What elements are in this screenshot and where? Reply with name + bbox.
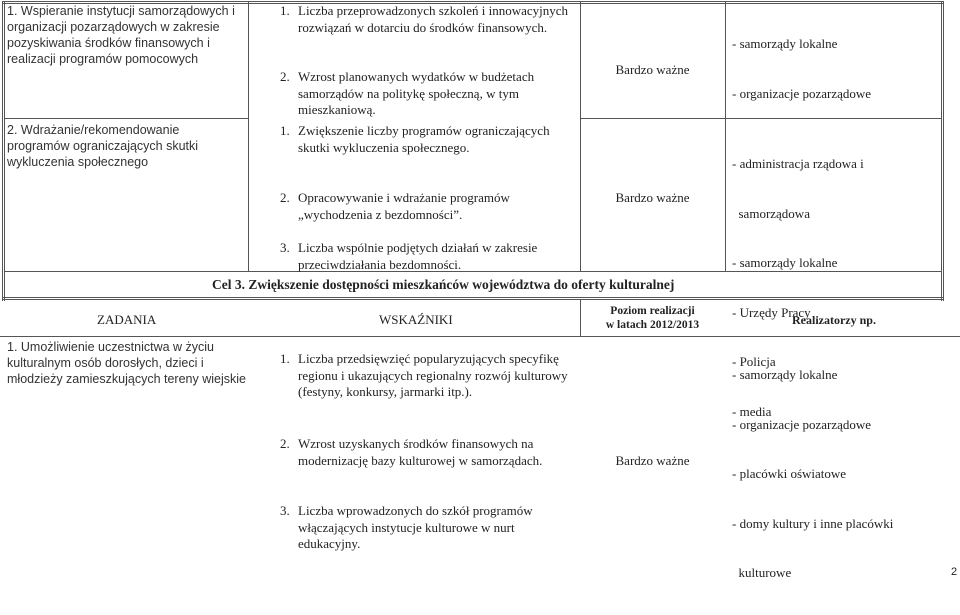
realizer-item: kulturowe (732, 565, 792, 580)
indicator-number: 3. (280, 503, 290, 518)
realizer-item: - domy kultury i inne placówki (732, 515, 894, 531)
level-1: Bardzo ważne (615, 62, 690, 77)
grid-line (4, 1, 5, 301)
indicator-b1 (280, 123, 575, 156)
grid-line (2, 1, 3, 301)
indicator-text: Liczba przedsięwzięć popularyzujących specyfikę regionu i ukazujących regionalny rozwój kulturowy (festyny, konkursy, jarmarki itp.). (298, 351, 568, 399)
grid-line (580, 1, 581, 271)
indicator-number: 1. (280, 3, 290, 18)
task-2-text: 2. Wdrażanie/rekomendowanie programów ograniczających skutki wykluczenia społecznego (7, 123, 199, 169)
realizer-item: samorządowa (732, 205, 810, 221)
indicator-number: 2. (280, 190, 290, 205)
grid-line (4, 118, 248, 119)
indicator-text: Wzrost planowanych wydatków w budżetach samorządów na politykę społeczną, w tym mieszkaniową. (298, 69, 535, 117)
indicator-c1 (280, 351, 570, 401)
indicator-c3 (280, 503, 575, 553)
task-2 (7, 122, 245, 170)
page-number: 2 (951, 566, 958, 578)
indicator-text: Wzrost uzyskanych środków finansowych na modernizację bazy kulturowej w samorządach. (298, 436, 543, 468)
indicator-text: Liczba wprowadzonych do szkół programów włączających instytucje kulturowe w nurt edukacyjny. (298, 503, 533, 551)
realizer-item: - organizacje pozarządowe (732, 85, 872, 101)
realizer-item: - samorządy lokalne (732, 255, 838, 270)
indicator-text: Liczba wspólnie podjętych działań w zakresie przeciwdziałania bezdomności. (298, 240, 538, 272)
header-level (580, 304, 725, 332)
realizer-item: - placówki oświatowe (732, 466, 847, 481)
grid-line (941, 1, 942, 301)
realizer-item: - administracja rządowa i (732, 156, 864, 171)
goal-title: Cel 3. Zwiększenie dostępności mieszkańców województwa do oferty kulturalnej (212, 277, 675, 292)
header-tasks: ZADANIA (97, 312, 157, 327)
indicator-text: Liczba przeprowadzonych szkoleń i innowacyjnych rozwiązań w dotarciu do środków finansowych. (298, 3, 569, 35)
level-3: Bardzo ważne (615, 453, 690, 468)
realizer-item: - media (732, 403, 772, 419)
task-1-text: 1. Wspieranie instytucji samorządowych i organizacji pozarządowych w zakresie pozyskiwania środków finansowych i realizacji programów pomocowych (7, 4, 235, 66)
task-culture (7, 339, 247, 387)
task-culture-text: 1. Umożliwienie uczestnictwa w życiu kulturalnym osób dorosłych, dzieci i młodzieży zamieszkujących tereny wiejskie (7, 340, 246, 386)
indicator-a2 (280, 69, 575, 119)
grid-line (248, 1, 249, 271)
header-level-line: Poziom realizacji (610, 305, 695, 317)
indicator-number: 3. (280, 240, 290, 255)
indicator-c2 (280, 436, 575, 469)
task-1 (7, 3, 245, 67)
indicator-number: 1. (280, 351, 290, 366)
indicator-b3 (280, 240, 590, 273)
indicator-number: 2. (280, 436, 290, 451)
indicator-text: Zwiększenie liczby programów ograniczających skutki wykluczenia społecznego. (298, 123, 550, 155)
header-indicators: WSKAŹNIKI (379, 312, 453, 327)
realizers-3 (732, 334, 954, 615)
realizer-item: - Policja (732, 354, 776, 369)
grid-line (943, 1, 944, 301)
realizer-item: - samorządy lokalne (732, 36, 838, 51)
indicator-b2 (280, 190, 575, 223)
realizer-item: - samorządy lokalne (732, 367, 838, 382)
realizer-item: - Urzędy Pracy (732, 304, 811, 320)
grid-line (725, 1, 726, 271)
realizers-1 (732, 3, 937, 135)
realizer-item: - organizacje pozarządowe (732, 416, 872, 432)
header-realizers: Realizatorzy np. (792, 313, 876, 327)
indicator-a1 (280, 3, 575, 36)
header-level-line: w latach 2012/2013 (605, 319, 700, 331)
indicator-number: 1. (280, 123, 290, 138)
level-2: Bardzo ważne (615, 190, 690, 205)
indicator-text: Opracowywanie i wdrażanie programów „wychodzenia z bezdomności”. (298, 190, 510, 222)
indicator-number: 2. (280, 69, 290, 84)
